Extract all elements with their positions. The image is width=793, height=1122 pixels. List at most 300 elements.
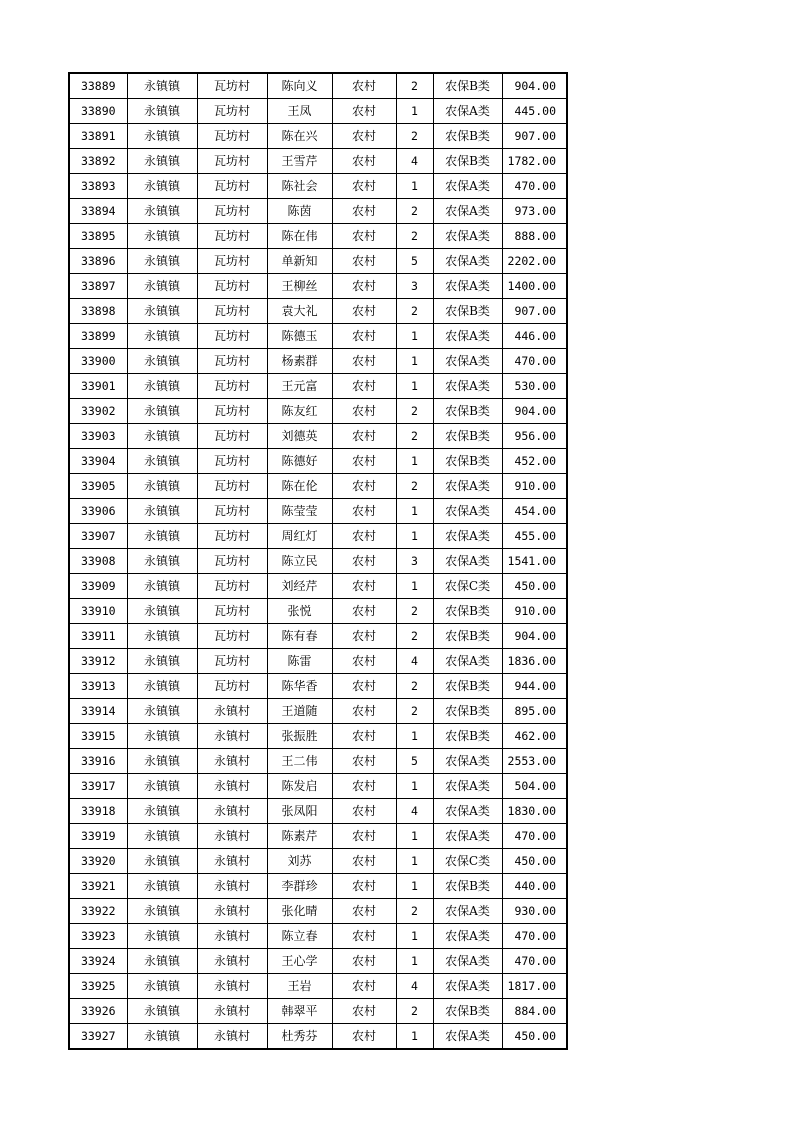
household-type-cell: 农村 xyxy=(332,624,396,649)
village-cell: 永镇村 xyxy=(197,924,267,949)
town-cell: 永镇镇 xyxy=(127,774,197,799)
town-cell: 永镇镇 xyxy=(127,73,197,99)
member-count-cell: 1 xyxy=(396,949,433,974)
village-cell: 永镇村 xyxy=(197,974,267,999)
insurance-class-cell: 农保A类 xyxy=(433,224,502,249)
amount-cell: 973.00 xyxy=(502,199,567,224)
village-cell: 瓦坊村 xyxy=(197,424,267,449)
household-type-cell: 农村 xyxy=(332,949,396,974)
town-cell: 永镇镇 xyxy=(127,474,197,499)
record-id-cell: 33923 xyxy=(69,924,127,949)
amount-cell: 907.00 xyxy=(502,124,567,149)
amount-cell: 904.00 xyxy=(502,399,567,424)
amount-cell: 888.00 xyxy=(502,224,567,249)
table-row xyxy=(69,73,567,99)
record-id-cell: 33915 xyxy=(69,724,127,749)
table-row xyxy=(69,324,567,349)
member-count-cell: 1 xyxy=(396,574,433,599)
town-cell: 永镇镇 xyxy=(127,399,197,424)
record-id-cell: 33914 xyxy=(69,699,127,724)
insurance-class-cell: 农保A类 xyxy=(433,524,502,549)
insurance-class-cell: 农保C类 xyxy=(433,849,502,874)
member-count-cell: 2 xyxy=(396,199,433,224)
insurance-class-cell: 农保A类 xyxy=(433,274,502,299)
insurance-class-cell: 农保A类 xyxy=(433,899,502,924)
insurance-class-cell: 农保A类 xyxy=(433,324,502,349)
member-count-cell: 3 xyxy=(396,274,433,299)
table-row xyxy=(69,199,567,224)
name-cell: 张凤阳 xyxy=(267,799,332,824)
town-cell: 永镇镇 xyxy=(127,924,197,949)
household-type-cell: 农村 xyxy=(332,1024,396,1050)
household-type-cell: 农村 xyxy=(332,974,396,999)
name-cell: 刘经芹 xyxy=(267,574,332,599)
insurance-class-cell: 农保B类 xyxy=(433,399,502,424)
town-cell: 永镇镇 xyxy=(127,224,197,249)
amount-cell: 930.00 xyxy=(502,899,567,924)
table-row xyxy=(69,674,567,699)
amount-cell: 1836.00 xyxy=(502,649,567,674)
village-cell: 瓦坊村 xyxy=(197,599,267,624)
table-row xyxy=(69,649,567,674)
name-cell: 陈茵 xyxy=(267,199,332,224)
village-cell: 永镇村 xyxy=(197,774,267,799)
table-row xyxy=(69,349,567,374)
name-cell: 陈立春 xyxy=(267,924,332,949)
amount-cell: 884.00 xyxy=(502,999,567,1024)
name-cell: 陈华香 xyxy=(267,674,332,699)
name-cell: 杨素群 xyxy=(267,349,332,374)
town-cell: 永镇镇 xyxy=(127,824,197,849)
household-type-cell: 农村 xyxy=(332,824,396,849)
member-count-cell: 4 xyxy=(396,649,433,674)
town-cell: 永镇镇 xyxy=(127,349,197,374)
amount-cell: 462.00 xyxy=(502,724,567,749)
town-cell: 永镇镇 xyxy=(127,424,197,449)
household-type-cell: 农村 xyxy=(332,524,396,549)
household-type-cell: 农村 xyxy=(332,774,396,799)
insurance-class-cell: 农保B类 xyxy=(433,424,502,449)
member-count-cell: 1 xyxy=(396,449,433,474)
member-count-cell: 4 xyxy=(396,799,433,824)
town-cell: 永镇镇 xyxy=(127,274,197,299)
table-row xyxy=(69,699,567,724)
member-count-cell: 1 xyxy=(396,774,433,799)
household-type-cell: 农村 xyxy=(332,699,396,724)
record-id-cell: 33891 xyxy=(69,124,127,149)
amount-cell: 450.00 xyxy=(502,849,567,874)
town-cell: 永镇镇 xyxy=(127,199,197,224)
town-cell: 永镇镇 xyxy=(127,999,197,1024)
name-cell: 陈在伟 xyxy=(267,224,332,249)
household-type-cell: 农村 xyxy=(332,349,396,374)
amount-cell: 904.00 xyxy=(502,73,567,99)
village-cell: 瓦坊村 xyxy=(197,73,267,99)
name-cell: 杜秀芬 xyxy=(267,1024,332,1050)
amount-cell: 470.00 xyxy=(502,949,567,974)
insurance-class-cell: 农保B类 xyxy=(433,73,502,99)
name-cell: 陈素芹 xyxy=(267,824,332,849)
name-cell: 王心学 xyxy=(267,949,332,974)
household-type-cell: 农村 xyxy=(332,374,396,399)
amount-cell: 2202.00 xyxy=(502,249,567,274)
insurance-class-cell: 农保B类 xyxy=(433,674,502,699)
household-type-cell: 农村 xyxy=(332,924,396,949)
table-row xyxy=(69,599,567,624)
village-cell: 永镇村 xyxy=(197,874,267,899)
village-cell: 瓦坊村 xyxy=(197,324,267,349)
insurance-class-cell: 农保B类 xyxy=(433,124,502,149)
town-cell: 永镇镇 xyxy=(127,549,197,574)
town-cell: 永镇镇 xyxy=(127,149,197,174)
household-type-cell: 农村 xyxy=(332,649,396,674)
member-count-cell: 2 xyxy=(396,73,433,99)
table-row xyxy=(69,1024,567,1050)
record-id-cell: 33896 xyxy=(69,249,127,274)
household-type-cell: 农村 xyxy=(332,249,396,274)
name-cell: 陈雷 xyxy=(267,649,332,674)
member-count-cell: 1 xyxy=(396,874,433,899)
insurance-class-cell: 农保B类 xyxy=(433,699,502,724)
village-cell: 瓦坊村 xyxy=(197,399,267,424)
table-row xyxy=(69,549,567,574)
table-row xyxy=(69,524,567,549)
village-cell: 瓦坊村 xyxy=(197,499,267,524)
name-cell: 陈在兴 xyxy=(267,124,332,149)
record-id-cell: 33905 xyxy=(69,474,127,499)
name-cell: 韩翠平 xyxy=(267,999,332,1024)
record-id-cell: 33912 xyxy=(69,649,127,674)
name-cell: 陈友红 xyxy=(267,399,332,424)
town-cell: 永镇镇 xyxy=(127,249,197,274)
member-count-cell: 1 xyxy=(396,374,433,399)
member-count-cell: 2 xyxy=(396,224,433,249)
member-count-cell: 4 xyxy=(396,149,433,174)
household-type-cell: 农村 xyxy=(332,274,396,299)
amount-cell: 454.00 xyxy=(502,499,567,524)
town-cell: 永镇镇 xyxy=(127,499,197,524)
name-cell: 陈莹莹 xyxy=(267,499,332,524)
town-cell: 永镇镇 xyxy=(127,449,197,474)
town-cell: 永镇镇 xyxy=(127,99,197,124)
town-cell: 永镇镇 xyxy=(127,299,197,324)
record-id-cell: 33900 xyxy=(69,349,127,374)
household-type-cell: 农村 xyxy=(332,574,396,599)
insurance-class-cell: 农保A类 xyxy=(433,949,502,974)
household-type-cell: 农村 xyxy=(332,999,396,1024)
amount-cell: 1782.00 xyxy=(502,149,567,174)
village-cell: 永镇村 xyxy=(197,999,267,1024)
name-cell: 王道随 xyxy=(267,699,332,724)
town-cell: 永镇镇 xyxy=(127,724,197,749)
insurance-class-cell: 农保B类 xyxy=(433,999,502,1024)
amount-cell: 504.00 xyxy=(502,774,567,799)
insurance-class-cell: 农保B类 xyxy=(433,449,502,474)
table-row xyxy=(69,849,567,874)
record-id-cell: 33926 xyxy=(69,999,127,1024)
household-type-cell: 农村 xyxy=(332,224,396,249)
table-row xyxy=(69,299,567,324)
household-type-cell: 农村 xyxy=(332,674,396,699)
table-row xyxy=(69,999,567,1024)
household-type-cell: 农村 xyxy=(332,124,396,149)
table-row xyxy=(69,249,567,274)
town-cell: 永镇镇 xyxy=(127,799,197,824)
member-count-cell: 2 xyxy=(396,124,433,149)
amount-cell: 944.00 xyxy=(502,674,567,699)
town-cell: 永镇镇 xyxy=(127,849,197,874)
table-row xyxy=(69,974,567,999)
member-count-cell: 2 xyxy=(396,424,433,449)
household-type-cell: 农村 xyxy=(332,324,396,349)
table-row xyxy=(69,924,567,949)
amount-cell: 530.00 xyxy=(502,374,567,399)
record-id-cell: 33892 xyxy=(69,149,127,174)
name-cell: 周红灯 xyxy=(267,524,332,549)
name-cell: 刘苏 xyxy=(267,849,332,874)
table-row xyxy=(69,874,567,899)
table-row xyxy=(69,474,567,499)
record-id-cell: 33902 xyxy=(69,399,127,424)
insurance-class-cell: 农保A类 xyxy=(433,1024,502,1050)
record-id-cell: 33920 xyxy=(69,849,127,874)
town-cell: 永镇镇 xyxy=(127,624,197,649)
table-row xyxy=(69,824,567,849)
record-id-cell: 33893 xyxy=(69,174,127,199)
insurance-class-cell: 农保A类 xyxy=(433,99,502,124)
record-id-cell: 33925 xyxy=(69,974,127,999)
household-type-cell: 农村 xyxy=(332,749,396,774)
insurance-class-cell: 农保A类 xyxy=(433,549,502,574)
insurance-class-cell: 农保A类 xyxy=(433,774,502,799)
member-count-cell: 3 xyxy=(396,549,433,574)
name-cell: 陈在伦 xyxy=(267,474,332,499)
household-type-cell: 农村 xyxy=(332,599,396,624)
insurance-class-cell: 农保A类 xyxy=(433,924,502,949)
insurance-class-cell: 农保B类 xyxy=(433,624,502,649)
name-cell: 张悦 xyxy=(267,599,332,624)
village-cell: 永镇村 xyxy=(197,1024,267,1050)
amount-cell: 450.00 xyxy=(502,1024,567,1050)
name-cell: 陈德玉 xyxy=(267,324,332,349)
insurance-class-cell: 农保A类 xyxy=(433,249,502,274)
member-count-cell: 2 xyxy=(396,599,433,624)
member-count-cell: 2 xyxy=(396,674,433,699)
town-cell: 永镇镇 xyxy=(127,674,197,699)
household-type-cell: 农村 xyxy=(332,299,396,324)
name-cell: 刘德英 xyxy=(267,424,332,449)
name-cell: 王凤 xyxy=(267,99,332,124)
member-count-cell: 1 xyxy=(396,324,433,349)
member-count-cell: 1 xyxy=(396,1024,433,1050)
name-cell: 陈社会 xyxy=(267,174,332,199)
record-id-cell: 33924 xyxy=(69,949,127,974)
household-type-cell: 农村 xyxy=(332,449,396,474)
amount-cell: 470.00 xyxy=(502,824,567,849)
insurance-class-cell: 农保A类 xyxy=(433,349,502,374)
amount-cell: 470.00 xyxy=(502,174,567,199)
record-id-cell: 33889 xyxy=(69,73,127,99)
table-row xyxy=(69,899,567,924)
town-cell: 永镇镇 xyxy=(127,374,197,399)
record-id-cell: 33919 xyxy=(69,824,127,849)
amount-cell: 907.00 xyxy=(502,299,567,324)
name-cell: 王柳丝 xyxy=(267,274,332,299)
amount-cell: 910.00 xyxy=(502,599,567,624)
record-id-cell: 33897 xyxy=(69,274,127,299)
household-type-cell: 农村 xyxy=(332,549,396,574)
record-id-cell: 33909 xyxy=(69,574,127,599)
insurance-class-cell: 农保B类 xyxy=(433,724,502,749)
village-cell: 瓦坊村 xyxy=(197,274,267,299)
town-cell: 永镇镇 xyxy=(127,649,197,674)
village-cell: 瓦坊村 xyxy=(197,299,267,324)
household-type-cell: 农村 xyxy=(332,99,396,124)
table-row xyxy=(69,224,567,249)
village-cell: 瓦坊村 xyxy=(197,149,267,174)
village-cell: 永镇村 xyxy=(197,849,267,874)
household-type-cell: 农村 xyxy=(332,474,396,499)
record-id-cell: 33911 xyxy=(69,624,127,649)
record-id-cell: 33922 xyxy=(69,899,127,924)
name-cell: 王岩 xyxy=(267,974,332,999)
table-row xyxy=(69,949,567,974)
household-type-cell: 农村 xyxy=(332,899,396,924)
amount-cell: 1830.00 xyxy=(502,799,567,824)
insurance-class-cell: 农保A类 xyxy=(433,199,502,224)
table-row xyxy=(69,774,567,799)
table-row xyxy=(69,574,567,599)
record-id-cell: 33901 xyxy=(69,374,127,399)
record-id-cell: 33918 xyxy=(69,799,127,824)
amount-cell: 2553.00 xyxy=(502,749,567,774)
household-type-cell: 农村 xyxy=(332,149,396,174)
table-row xyxy=(69,399,567,424)
insurance-class-cell: 农保A类 xyxy=(433,974,502,999)
record-id-cell: 33907 xyxy=(69,524,127,549)
record-id-cell: 33899 xyxy=(69,324,127,349)
amount-cell: 904.00 xyxy=(502,624,567,649)
amount-cell: 956.00 xyxy=(502,424,567,449)
insurance-class-cell: 农保B类 xyxy=(433,874,502,899)
town-cell: 永镇镇 xyxy=(127,974,197,999)
table-row xyxy=(69,174,567,199)
member-count-cell: 1 xyxy=(396,499,433,524)
member-count-cell: 1 xyxy=(396,849,433,874)
village-cell: 瓦坊村 xyxy=(197,574,267,599)
village-cell: 瓦坊村 xyxy=(197,474,267,499)
member-count-cell: 2 xyxy=(396,999,433,1024)
town-cell: 永镇镇 xyxy=(127,874,197,899)
amount-cell: 455.00 xyxy=(502,524,567,549)
member-count-cell: 2 xyxy=(396,474,433,499)
amount-cell: 470.00 xyxy=(502,349,567,374)
village-cell: 瓦坊村 xyxy=(197,624,267,649)
village-cell: 永镇村 xyxy=(197,724,267,749)
household-type-cell: 农村 xyxy=(332,874,396,899)
insurance-class-cell: 农保A类 xyxy=(433,174,502,199)
insurance-class-cell: 农保A类 xyxy=(433,374,502,399)
member-count-cell: 1 xyxy=(396,724,433,749)
name-cell: 陈有春 xyxy=(267,624,332,649)
village-cell: 永镇村 xyxy=(197,824,267,849)
village-cell: 瓦坊村 xyxy=(197,374,267,399)
member-count-cell: 1 xyxy=(396,174,433,199)
member-count-cell: 1 xyxy=(396,524,433,549)
insurance-class-cell: 农保A类 xyxy=(433,649,502,674)
household-type-cell: 农村 xyxy=(332,799,396,824)
table-row xyxy=(69,799,567,824)
member-count-cell: 5 xyxy=(396,249,433,274)
household-type-cell: 农村 xyxy=(332,724,396,749)
table-row xyxy=(69,449,567,474)
record-id-cell: 33890 xyxy=(69,99,127,124)
village-cell: 永镇村 xyxy=(197,699,267,724)
town-cell: 永镇镇 xyxy=(127,699,197,724)
household-type-cell: 农村 xyxy=(332,424,396,449)
record-id-cell: 33917 xyxy=(69,774,127,799)
name-cell: 王二伟 xyxy=(267,749,332,774)
amount-cell: 452.00 xyxy=(502,449,567,474)
town-cell: 永镇镇 xyxy=(127,599,197,624)
member-count-cell: 2 xyxy=(396,699,433,724)
village-cell: 永镇村 xyxy=(197,949,267,974)
village-cell: 瓦坊村 xyxy=(197,449,267,474)
amount-cell: 1817.00 xyxy=(502,974,567,999)
village-cell: 永镇村 xyxy=(197,749,267,774)
insurance-class-cell: 农保A类 xyxy=(433,499,502,524)
record-id-cell: 33913 xyxy=(69,674,127,699)
table-row xyxy=(69,724,567,749)
table-row xyxy=(69,424,567,449)
village-cell: 瓦坊村 xyxy=(197,99,267,124)
member-count-cell: 5 xyxy=(396,749,433,774)
village-cell: 瓦坊村 xyxy=(197,349,267,374)
household-type-cell: 农村 xyxy=(332,849,396,874)
name-cell: 王元富 xyxy=(267,374,332,399)
table-row xyxy=(69,124,567,149)
amount-cell: 450.00 xyxy=(502,574,567,599)
amount-cell: 910.00 xyxy=(502,474,567,499)
amount-cell: 1400.00 xyxy=(502,274,567,299)
town-cell: 永镇镇 xyxy=(127,324,197,349)
village-cell: 瓦坊村 xyxy=(197,224,267,249)
member-count-cell: 4 xyxy=(396,974,433,999)
amount-cell: 470.00 xyxy=(502,924,567,949)
household-type-cell: 农村 xyxy=(332,399,396,424)
record-id-cell: 33921 xyxy=(69,874,127,899)
name-cell: 陈发启 xyxy=(267,774,332,799)
insurance-class-cell: 农保A类 xyxy=(433,824,502,849)
village-cell: 瓦坊村 xyxy=(197,249,267,274)
name-cell: 陈立民 xyxy=(267,549,332,574)
village-cell: 瓦坊村 xyxy=(197,124,267,149)
insurance-class-cell: 农保A类 xyxy=(433,799,502,824)
insurance-class-cell: 农保B类 xyxy=(433,599,502,624)
table-row xyxy=(69,499,567,524)
record-id-cell: 33898 xyxy=(69,299,127,324)
records-table xyxy=(68,72,568,1050)
table-row xyxy=(69,624,567,649)
amount-cell: 895.00 xyxy=(502,699,567,724)
village-cell: 瓦坊村 xyxy=(197,674,267,699)
amount-cell: 1541.00 xyxy=(502,549,567,574)
table-row xyxy=(69,99,567,124)
village-cell: 永镇村 xyxy=(197,899,267,924)
insurance-class-cell: 农保A类 xyxy=(433,749,502,774)
record-id-cell: 33906 xyxy=(69,499,127,524)
town-cell: 永镇镇 xyxy=(127,949,197,974)
